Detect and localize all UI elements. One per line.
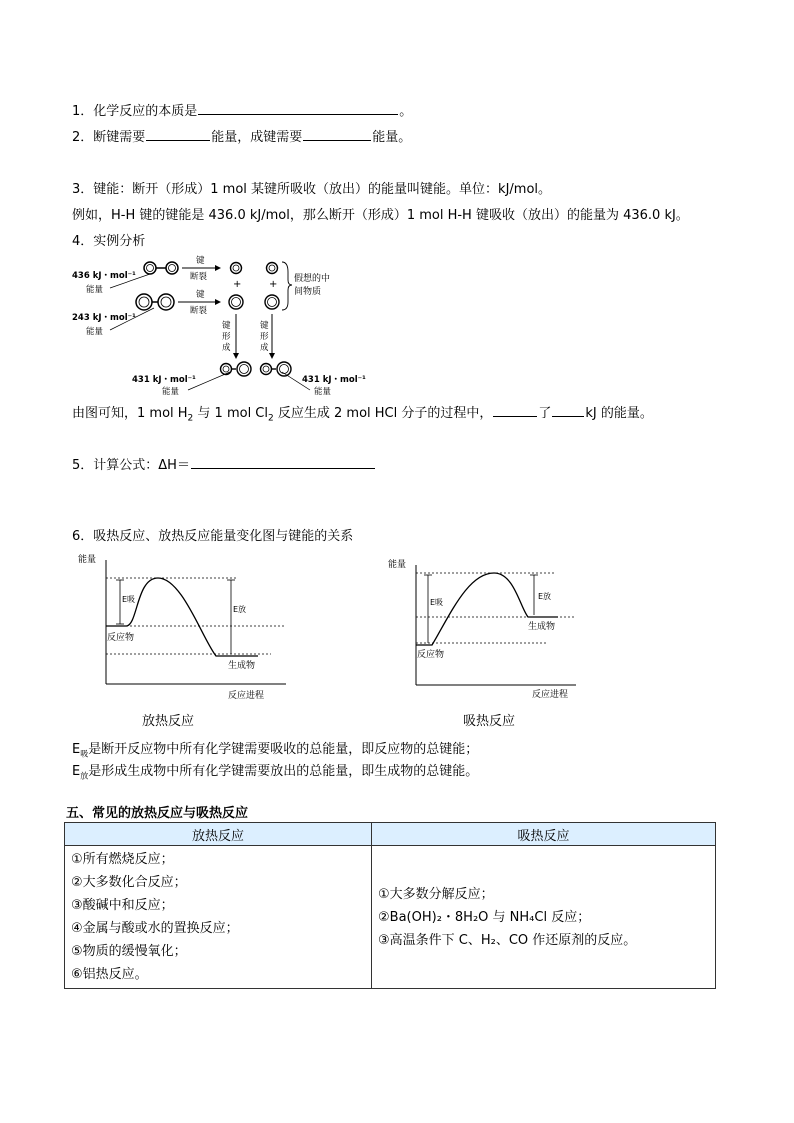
cl2-energy-word: 能量 — [86, 327, 104, 337]
list-item: ③酸碱中和反应； — [71, 898, 174, 913]
form-label-1a: 键 — [222, 321, 231, 331]
endothermic-caption: 吸热反应 — [463, 714, 516, 729]
exo-y-label: 能量 — [78, 555, 97, 565]
note-2-text: 是形成生成物中所有化学键需要放出的总能量，即生成物的总键能。 — [88, 764, 479, 779]
summary-c: 反应生成 2 mol HCl 分子的过程中， — [273, 406, 493, 421]
section-5-title: 五、常见的放热反应与吸热反应 — [66, 806, 249, 821]
summary-d: 了 — [538, 406, 552, 421]
item-5-blank[interactable] — [191, 455, 375, 469]
item-2-text-a: 2．断键需要 — [72, 130, 146, 145]
header-endothermic: 吸热反应 — [372, 823, 716, 846]
note-1-e: E — [72, 742, 81, 757]
summary-blank-1[interactable] — [493, 403, 537, 417]
list-item: ②Ba(OH)₂・8H₂O 与 NH₄Cl 反应； — [378, 909, 591, 925]
hcl-energy-left: 431 kJ・mol⁻¹ — [132, 375, 196, 385]
item-4-summary — [72, 402, 653, 424]
item-5 — [72, 454, 376, 473]
exo-e-absorb: E吸 — [122, 595, 136, 604]
note-1-text: 是断开反应物中所有化学键需要吸收的总能量，即反应物的总键能； — [88, 742, 479, 757]
cl2-bond-energy: 243 kJ・mol⁻¹ — [72, 313, 136, 323]
note-1-sub: 吸 — [80, 749, 89, 759]
item-3-line-2: 例如，H-H 键的键能是 436.0 kJ/mol，那么断开（形成）1 mol H-H 键吸收（放出）的能量为 436.0 kJ。 — [72, 208, 689, 223]
item-2-blank-2[interactable] — [303, 127, 371, 141]
endo-e-absorb: E吸 — [430, 598, 444, 607]
hcl-energy-word-right: 能量 — [314, 387, 332, 397]
hcl-molecules — [221, 362, 292, 376]
break-label-1a: 键 — [196, 256, 205, 266]
break-label-2a: 键 — [196, 290, 205, 300]
exo-product-label: 生成物 — [228, 661, 256, 671]
h2-energy-word: 能量 — [86, 285, 104, 295]
form-label-2c: 成 — [260, 343, 269, 353]
item-1-prefix: 1．化学反应的本质是 — [72, 104, 198, 119]
summary-sub-a: 2 — [187, 413, 194, 424]
reaction-table — [64, 822, 716, 989]
item-3-line-1: 3．键能：断开（形成）1 mol 某键所吸收（放出）的能量叫键能。单位：kJ/mol。 — [72, 182, 552, 197]
list-item: ①大多数分解反应； — [378, 886, 494, 902]
break-label-1b: 断裂 — [190, 272, 208, 282]
note-2-sub: 放 — [80, 771, 89, 781]
list-item: ⑥铝热反应。 — [71, 967, 148, 982]
header-exothermic: 放热反应 — [65, 823, 372, 846]
item-1-suffix: 。 — [399, 104, 413, 119]
summary-sub-b: 2 — [268, 413, 274, 424]
form-label-1b: 形 — [222, 332, 231, 342]
item-2-text-c: 能量。 — [372, 130, 412, 145]
exo-e-release: E放 — [233, 605, 247, 614]
list-item: ⑤物质的缓慢氧化； — [71, 944, 187, 959]
form-label-2b: 形 — [260, 332, 269, 342]
break-label-2b: 断裂 — [190, 306, 208, 316]
item-2 — [72, 126, 411, 145]
plus-2: + — [269, 279, 278, 290]
h2-molecule — [144, 262, 178, 274]
summary-a: 由图可知，1 mol H — [72, 406, 188, 421]
note-e-absorb — [72, 738, 478, 760]
exothermic-caption: 放热反应 — [142, 714, 195, 729]
summary-blank-2[interactable] — [552, 403, 584, 417]
exo-x-label: 反应进程 — [228, 691, 265, 700]
item-1 — [72, 100, 412, 119]
bond-energy-diagram — [70, 252, 380, 400]
h2-bond-energy: 436 kJ・mol⁻¹ — [72, 271, 136, 281]
item-5-label: 5．计算公式：ΔH＝ — [72, 458, 190, 473]
item-1-blank[interactable] — [198, 101, 398, 115]
exothermic-list — [65, 846, 372, 989]
hypothetical-label-1: 假想的中 — [294, 274, 331, 284]
item-6-title: 6．吸热反应、放热反应能量变化图与键能的关系 — [72, 529, 354, 544]
form-label-1c: 成 — [222, 343, 231, 353]
exothermic-graph — [76, 550, 296, 700]
endothermic-graph — [386, 555, 586, 705]
cl2-molecule — [136, 294, 174, 310]
hypothetical-label-2: 间物质 — [294, 287, 322, 297]
endo-e-release: E放 — [538, 592, 552, 601]
item-4-title: 4．实例分析 — [72, 234, 146, 249]
list-item: ②大多数化合反应； — [71, 875, 187, 890]
endo-reactant-label: 反应物 — [417, 650, 445, 660]
note-2-e: E — [72, 764, 81, 779]
endo-x-label: 反应进程 — [532, 690, 569, 700]
list-item: ③高温条件下 C、H₂、CO 作还原剂的反应。 — [378, 932, 637, 948]
summary-e: kJ 的能量。 — [585, 406, 653, 421]
exo-reactant-label: 反应物 — [107, 633, 135, 643]
endothermic-list — [372, 846, 716, 989]
item-2-text-b: 能量，成键需要 — [211, 130, 303, 145]
plus-1: + — [233, 279, 242, 290]
endo-y-label: 能量 — [388, 560, 407, 570]
list-item: ④金属与酸或水的置换反应； — [71, 921, 239, 936]
list-item: ①所有燃烧反应； — [71, 852, 174, 867]
summary-b: 与 1 mol Cl — [193, 406, 268, 421]
form-label-2a: 键 — [260, 321, 269, 331]
hcl-energy-word-left: 能量 — [162, 387, 180, 397]
note-e-release — [72, 760, 478, 782]
endo-product-label: 生成物 — [528, 622, 556, 632]
hcl-energy-right: 431 kJ・mol⁻¹ — [302, 375, 366, 385]
table-row — [65, 846, 716, 989]
item-2-blank-1[interactable] — [146, 127, 210, 141]
table-header-row — [65, 823, 716, 846]
